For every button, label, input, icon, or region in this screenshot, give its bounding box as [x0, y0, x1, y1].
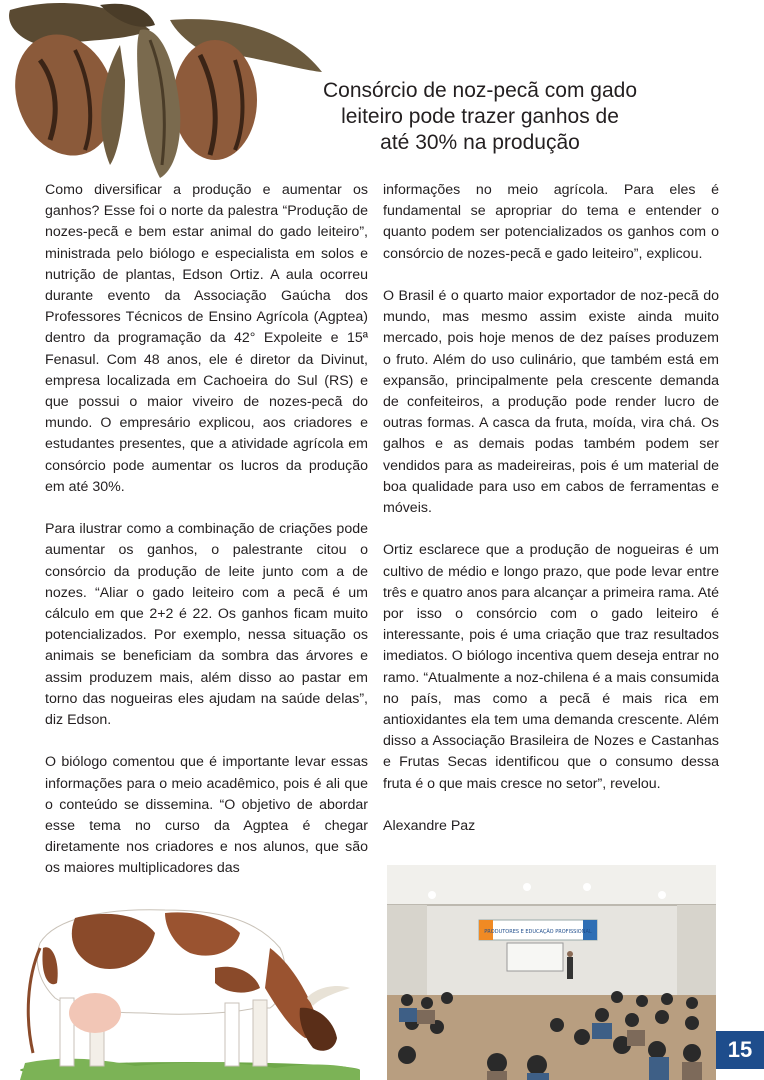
dairy-cow-image — [15, 888, 365, 1080]
lecture-room-photo — [387, 865, 716, 1080]
photo-banner-text: PRODUTORES E EDUCAÇÃO PROFISSIONAL — [484, 929, 592, 935]
title-line: Consórcio de noz-pecã com gado — [322, 79, 637, 102]
left-column — [45, 180, 368, 880]
pecan-nuts-image — [0, 0, 330, 180]
paragraph: Ortiz esclarece que a produção de nogueiras é um cultivo de médio e longo prazo, que pode levar entre três e quatro anos para alcançar a primeira rama. Até por isso o consórcio com o gado leiteiro é interessante, pois é uma criação que traz resultados imediatos. O biólogo incentiva quem deseja entrar no ramo. “Atualmente a noz-chilena é a mais consumida no país, mas como a pecã é mais rica em antioxidantes ela tem uma demanda crescente. Além disso a Associação Brasileira de Nozes e Castanhas e Frutas Secas identificou que o consumo dessa fruta é o que mais cresce no setor”, revelou. — [383, 542, 719, 792]
page-number: 15 — [716, 1031, 764, 1069]
paragraph: O Brasil é o quarto maior exportador de noz-pecã do mundo, mas mesmo assim existe ainda muito mercado, pois hoje menos de dez países produzem o fruto. Além do uso culinário, que também está em expansão, principalmente pela crescente demanda de confeiteiros, a produção pode render lucro de outras formas. A casca da fruta, moída, vira chá. Os galhos e as demais podas também podem ser vendidos para as madeireiras, pois é um material de boa qualidade para uso em cabos de ferramentas e móveis. — [383, 288, 719, 517]
right-column — [383, 180, 719, 858]
paragraph: Como diversificar a produção e aumentar os ganhos? Esse foi o norte da palestra “Produção de nozes-pecã e bem estar animal do gado leiteiro”, ministrada pelo biólogo e especialista em solos e nutrição de plantas, Edson Ortiz. A aula ocorreu durante evento da Associação Gaúcha dos Professores Técnicos de Ensino Agrícola (Agptea) dentro da programação da 42° Expoleite e 15ª Fenasul. Com 48 anos, ele é diretor da Divinut, empresa localizada em Cachoeira do Sul (RS) e que possui o maior viveiro de nozes-pecã do mundo. O empresário explicou, aos criadores e estudantes presentes, que a atividade agrícola em consórcio pode aumentar os lucros da produção em até 30%. — [45, 182, 368, 495]
paragraph: O biólogo comentou que é importante levar essas informações para o meio acadêmico, pois é ali que o conteúdo se dissemina. “O objetivo de abordar esse tema no curso da Agptea é chegar diretamente nos criadores e nos alunos, que são os maiores multiplicadores das — [45, 754, 368, 877]
article-title — [290, 78, 670, 156]
title-line: leiteiro pode trazer ganhos de — [341, 105, 619, 128]
title-line: até 30% na produção — [380, 131, 580, 154]
author-byline: Alexandre Paz — [383, 818, 476, 835]
event-audience-photo — [387, 865, 716, 1080]
paragraph: Para ilustrar como a combinação de criações pode aumentar os ganhos, o palestrante citou o consórcio da produção de leite junto com a de nozes. “Aliar o gado leiteiro com a pecã é um cálculo em que 2+2 é 22. Os ganhos ficam muito potencializados. Por exemplo, nessa situação os animais se beneficiam da sombra das árvores e assim produzem mais, além disso ao pastar em torno das nogueiras eles ajudam na saúde delas”, diz Edson. — [45, 521, 368, 729]
paragraph: informações no meio agrícola. Para eles é fundamental se apropriar do tema e entender o quanto podem ser potencializados os ganhos com o consórcio de nozes-pecã e gado leiteiro”, explicou. — [383, 182, 719, 262]
